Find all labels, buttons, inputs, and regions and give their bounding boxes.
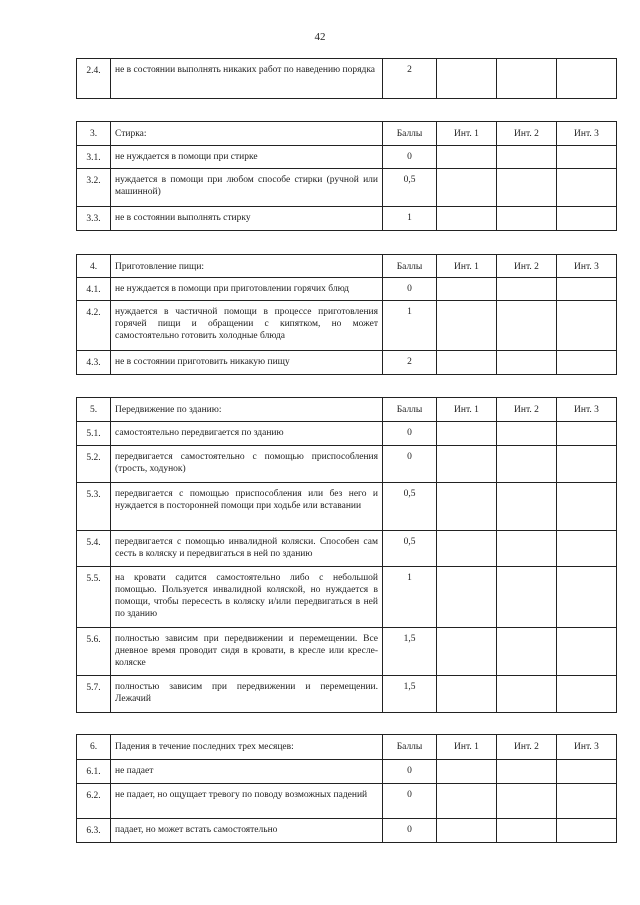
item-score: 2 bbox=[383, 59, 437, 99]
int2-cell[interactable] bbox=[497, 819, 557, 843]
int2-column-header: Инт. 2 bbox=[497, 255, 557, 278]
item-number: 4.2. bbox=[77, 301, 111, 351]
table-row bbox=[77, 760, 617, 784]
int2-cell[interactable] bbox=[497, 59, 557, 99]
item-number: 4.3. bbox=[77, 351, 111, 375]
int2-column-header: Инт. 2 bbox=[497, 735, 557, 760]
int3-cell[interactable] bbox=[557, 567, 617, 628]
table-row bbox=[77, 483, 617, 531]
item-score: 0 bbox=[383, 784, 437, 819]
item-description: не нуждается в помощи при приготовлении горячих блюд bbox=[111, 278, 383, 301]
table-row bbox=[77, 301, 617, 351]
item-number: 2.4. bbox=[77, 59, 111, 99]
int1-column-header: Инт. 1 bbox=[437, 122, 497, 146]
section-header-row bbox=[77, 255, 617, 278]
item-number: 5.1. bbox=[77, 422, 111, 446]
table-row bbox=[77, 628, 617, 676]
int2-cell[interactable] bbox=[497, 628, 557, 676]
int3-cell[interactable] bbox=[557, 446, 617, 483]
table-row bbox=[77, 351, 617, 375]
section-title: Стирка: bbox=[111, 122, 383, 146]
item-number: 4.1. bbox=[77, 278, 111, 301]
table-row bbox=[77, 278, 617, 301]
item-score: 1 bbox=[383, 207, 437, 231]
int2-cell[interactable] bbox=[497, 278, 557, 301]
int3-cell[interactable] bbox=[557, 207, 617, 231]
int3-cell[interactable] bbox=[557, 169, 617, 207]
int3-cell[interactable] bbox=[557, 59, 617, 99]
item-number: 6.3. bbox=[77, 819, 111, 843]
item-number: 5.3. bbox=[77, 483, 111, 531]
int2-cell[interactable] bbox=[497, 446, 557, 483]
int3-cell[interactable] bbox=[557, 301, 617, 351]
item-score: 0 bbox=[383, 446, 437, 483]
item-description: полностью зависим при передвижении и перемещении. Лежачий bbox=[111, 676, 383, 713]
int2-cell[interactable] bbox=[497, 169, 557, 207]
item-description: не нуждается в помощи при стирке bbox=[111, 146, 383, 169]
int2-column-header: Инт. 2 bbox=[497, 122, 557, 146]
int3-column-header: Инт. 3 bbox=[557, 255, 617, 278]
int2-cell[interactable] bbox=[497, 351, 557, 375]
item-description: не падает bbox=[111, 760, 383, 784]
int1-cell[interactable] bbox=[437, 567, 497, 628]
section-title: Передвижение по зданию: bbox=[111, 398, 383, 422]
int1-cell[interactable] bbox=[437, 207, 497, 231]
section-number: 6. bbox=[77, 735, 111, 760]
item-score: 0 bbox=[383, 278, 437, 301]
table-row bbox=[77, 59, 617, 99]
table-row bbox=[77, 422, 617, 446]
table-row bbox=[77, 169, 617, 207]
item-number: 3.1. bbox=[77, 146, 111, 169]
item-description: полностью зависим при передвижении и перемещении. Все дневное время проводит сидя в кровати, в кресле или кресле-коляске bbox=[111, 628, 383, 676]
item-score: 1,5 bbox=[383, 628, 437, 676]
section-header-row bbox=[77, 122, 617, 146]
int1-column-header: Инт. 1 bbox=[437, 735, 497, 760]
int3-column-header: Инт. 3 bbox=[557, 398, 617, 422]
section-title: Падения в течение последних трех месяцев: bbox=[111, 735, 383, 760]
int1-cell[interactable] bbox=[437, 628, 497, 676]
int1-cell[interactable] bbox=[437, 446, 497, 483]
int2-cell[interactable] bbox=[497, 784, 557, 819]
int1-cell[interactable] bbox=[437, 169, 497, 207]
int3-cell[interactable] bbox=[557, 483, 617, 531]
item-description: нуждается в помощи при любом способе стирки (ручной или машинной) bbox=[111, 169, 383, 207]
int3-cell[interactable] bbox=[557, 351, 617, 375]
int1-cell[interactable] bbox=[437, 351, 497, 375]
int3-cell[interactable] bbox=[557, 676, 617, 713]
item-description: не в состоянии выполнять стирку bbox=[111, 207, 383, 231]
item-description: передвигается самостоятельно с помощью приспособления (трость, ходунок) bbox=[111, 446, 383, 483]
section-title: Приготовление пищи: bbox=[111, 255, 383, 278]
int3-cell[interactable] bbox=[557, 760, 617, 784]
int1-cell[interactable] bbox=[437, 278, 497, 301]
table-row bbox=[77, 676, 617, 713]
section-header-row bbox=[77, 735, 617, 760]
section-table-cooking bbox=[76, 254, 617, 375]
item-score: 0 bbox=[383, 146, 437, 169]
int1-column-header: Инт. 1 bbox=[437, 398, 497, 422]
item-description: не в состоянии приготовить никакую пищу bbox=[111, 351, 383, 375]
item-description: на кровати садится самостоятельно либо с небольшой помощью. Пользуется инвалидной коляской, но нуждается в помощи, чтобы пересесть в коляску и/или передвигаться в ней по зданию bbox=[111, 567, 383, 628]
item-description: падает, но может встать самостоятельно bbox=[111, 819, 383, 843]
int1-cell[interactable] bbox=[437, 422, 497, 446]
int3-cell[interactable] bbox=[557, 819, 617, 843]
int2-cell[interactable] bbox=[497, 483, 557, 531]
page-number: 42 bbox=[314, 31, 326, 43]
item-number: 3.3. bbox=[77, 207, 111, 231]
int1-cell[interactable] bbox=[437, 784, 497, 819]
item-score: 0 bbox=[383, 819, 437, 843]
item-score: 0,5 bbox=[383, 169, 437, 207]
item-description: передвигается с помощью инвалидной коляски. Способен сам сесть в коляску и передвигаться в ней по зданию bbox=[111, 531, 383, 567]
table-row bbox=[77, 819, 617, 843]
section-number: 3. bbox=[77, 122, 111, 146]
item-score: 1 bbox=[383, 567, 437, 628]
int2-cell[interactable] bbox=[497, 146, 557, 169]
item-score: 0 bbox=[383, 760, 437, 784]
assessment-table-fragment bbox=[76, 58, 617, 99]
int2-cell[interactable] bbox=[497, 422, 557, 446]
section-table-mobility bbox=[76, 397, 617, 713]
table-row bbox=[77, 146, 617, 169]
table-row bbox=[77, 784, 617, 819]
item-number: 5.6. bbox=[77, 628, 111, 676]
section-table-falls bbox=[76, 734, 617, 843]
int2-cell[interactable] bbox=[497, 207, 557, 231]
int3-cell[interactable] bbox=[557, 628, 617, 676]
int2-cell[interactable] bbox=[497, 531, 557, 567]
int1-cell[interactable] bbox=[437, 819, 497, 843]
item-description: не в состоянии выполнять никаких работ по наведению порядка bbox=[111, 59, 383, 99]
item-number: 5.7. bbox=[77, 676, 111, 713]
item-score: 2 bbox=[383, 351, 437, 375]
item-score: 0,5 bbox=[383, 483, 437, 531]
int3-column-header: Инт. 3 bbox=[557, 122, 617, 146]
int1-cell[interactable] bbox=[437, 676, 497, 713]
int2-cell[interactable] bbox=[497, 760, 557, 784]
section-number: 4. bbox=[77, 255, 111, 278]
item-number: 5.4. bbox=[77, 531, 111, 567]
section-header-row bbox=[77, 398, 617, 422]
int3-cell[interactable] bbox=[557, 146, 617, 169]
table-row bbox=[77, 446, 617, 483]
item-number: 5.5. bbox=[77, 567, 111, 628]
item-number: 6.2. bbox=[77, 784, 111, 819]
item-score: 0,5 bbox=[383, 531, 437, 567]
section-number: 5. bbox=[77, 398, 111, 422]
section-table-laundry bbox=[76, 121, 617, 231]
item-number: 6.1. bbox=[77, 760, 111, 784]
item-score: 1,5 bbox=[383, 676, 437, 713]
int3-column-header: Инт. 3 bbox=[557, 735, 617, 760]
int2-cell[interactable] bbox=[497, 676, 557, 713]
item-description: передвигается с помощью приспособления или без него и нуждается в посторонней помощи при ходьбе или вставании bbox=[111, 483, 383, 531]
item-number: 3.2. bbox=[77, 169, 111, 207]
int3-cell[interactable] bbox=[557, 422, 617, 446]
int1-cell[interactable] bbox=[437, 760, 497, 784]
score-column-header: Баллы bbox=[383, 735, 437, 760]
table-row bbox=[77, 207, 617, 231]
score-column-header: Баллы bbox=[383, 398, 437, 422]
int2-column-header: Инт. 2 bbox=[497, 398, 557, 422]
table-row bbox=[77, 531, 617, 567]
int2-cell[interactable] bbox=[497, 567, 557, 628]
item-score: 1 bbox=[383, 301, 437, 351]
score-column-header: Баллы bbox=[383, 255, 437, 278]
score-column-header: Баллы bbox=[383, 122, 437, 146]
table-row bbox=[77, 567, 617, 628]
item-number: 5.2. bbox=[77, 446, 111, 483]
int3-cell[interactable] bbox=[557, 531, 617, 567]
int1-cell[interactable] bbox=[437, 146, 497, 169]
int1-cell[interactable] bbox=[437, 483, 497, 531]
int3-cell[interactable] bbox=[557, 278, 617, 301]
item-score: 0 bbox=[383, 422, 437, 446]
int1-cell[interactable] bbox=[437, 531, 497, 567]
int3-cell[interactable] bbox=[557, 784, 617, 819]
int1-column-header: Инт. 1 bbox=[437, 255, 497, 278]
int1-cell[interactable] bbox=[437, 301, 497, 351]
item-description: не падает, но ощущает тревогу по поводу возможных падений bbox=[111, 784, 383, 819]
item-description: нуждается в частичной помощи в процессе приготовления горячей пищи и обращении с кипятком, но может самостоятельно готовить холодные блюда bbox=[111, 301, 383, 351]
int1-cell[interactable] bbox=[437, 59, 497, 99]
int2-cell[interactable] bbox=[497, 301, 557, 351]
item-description: самостоятельно передвигается по зданию bbox=[111, 422, 383, 446]
